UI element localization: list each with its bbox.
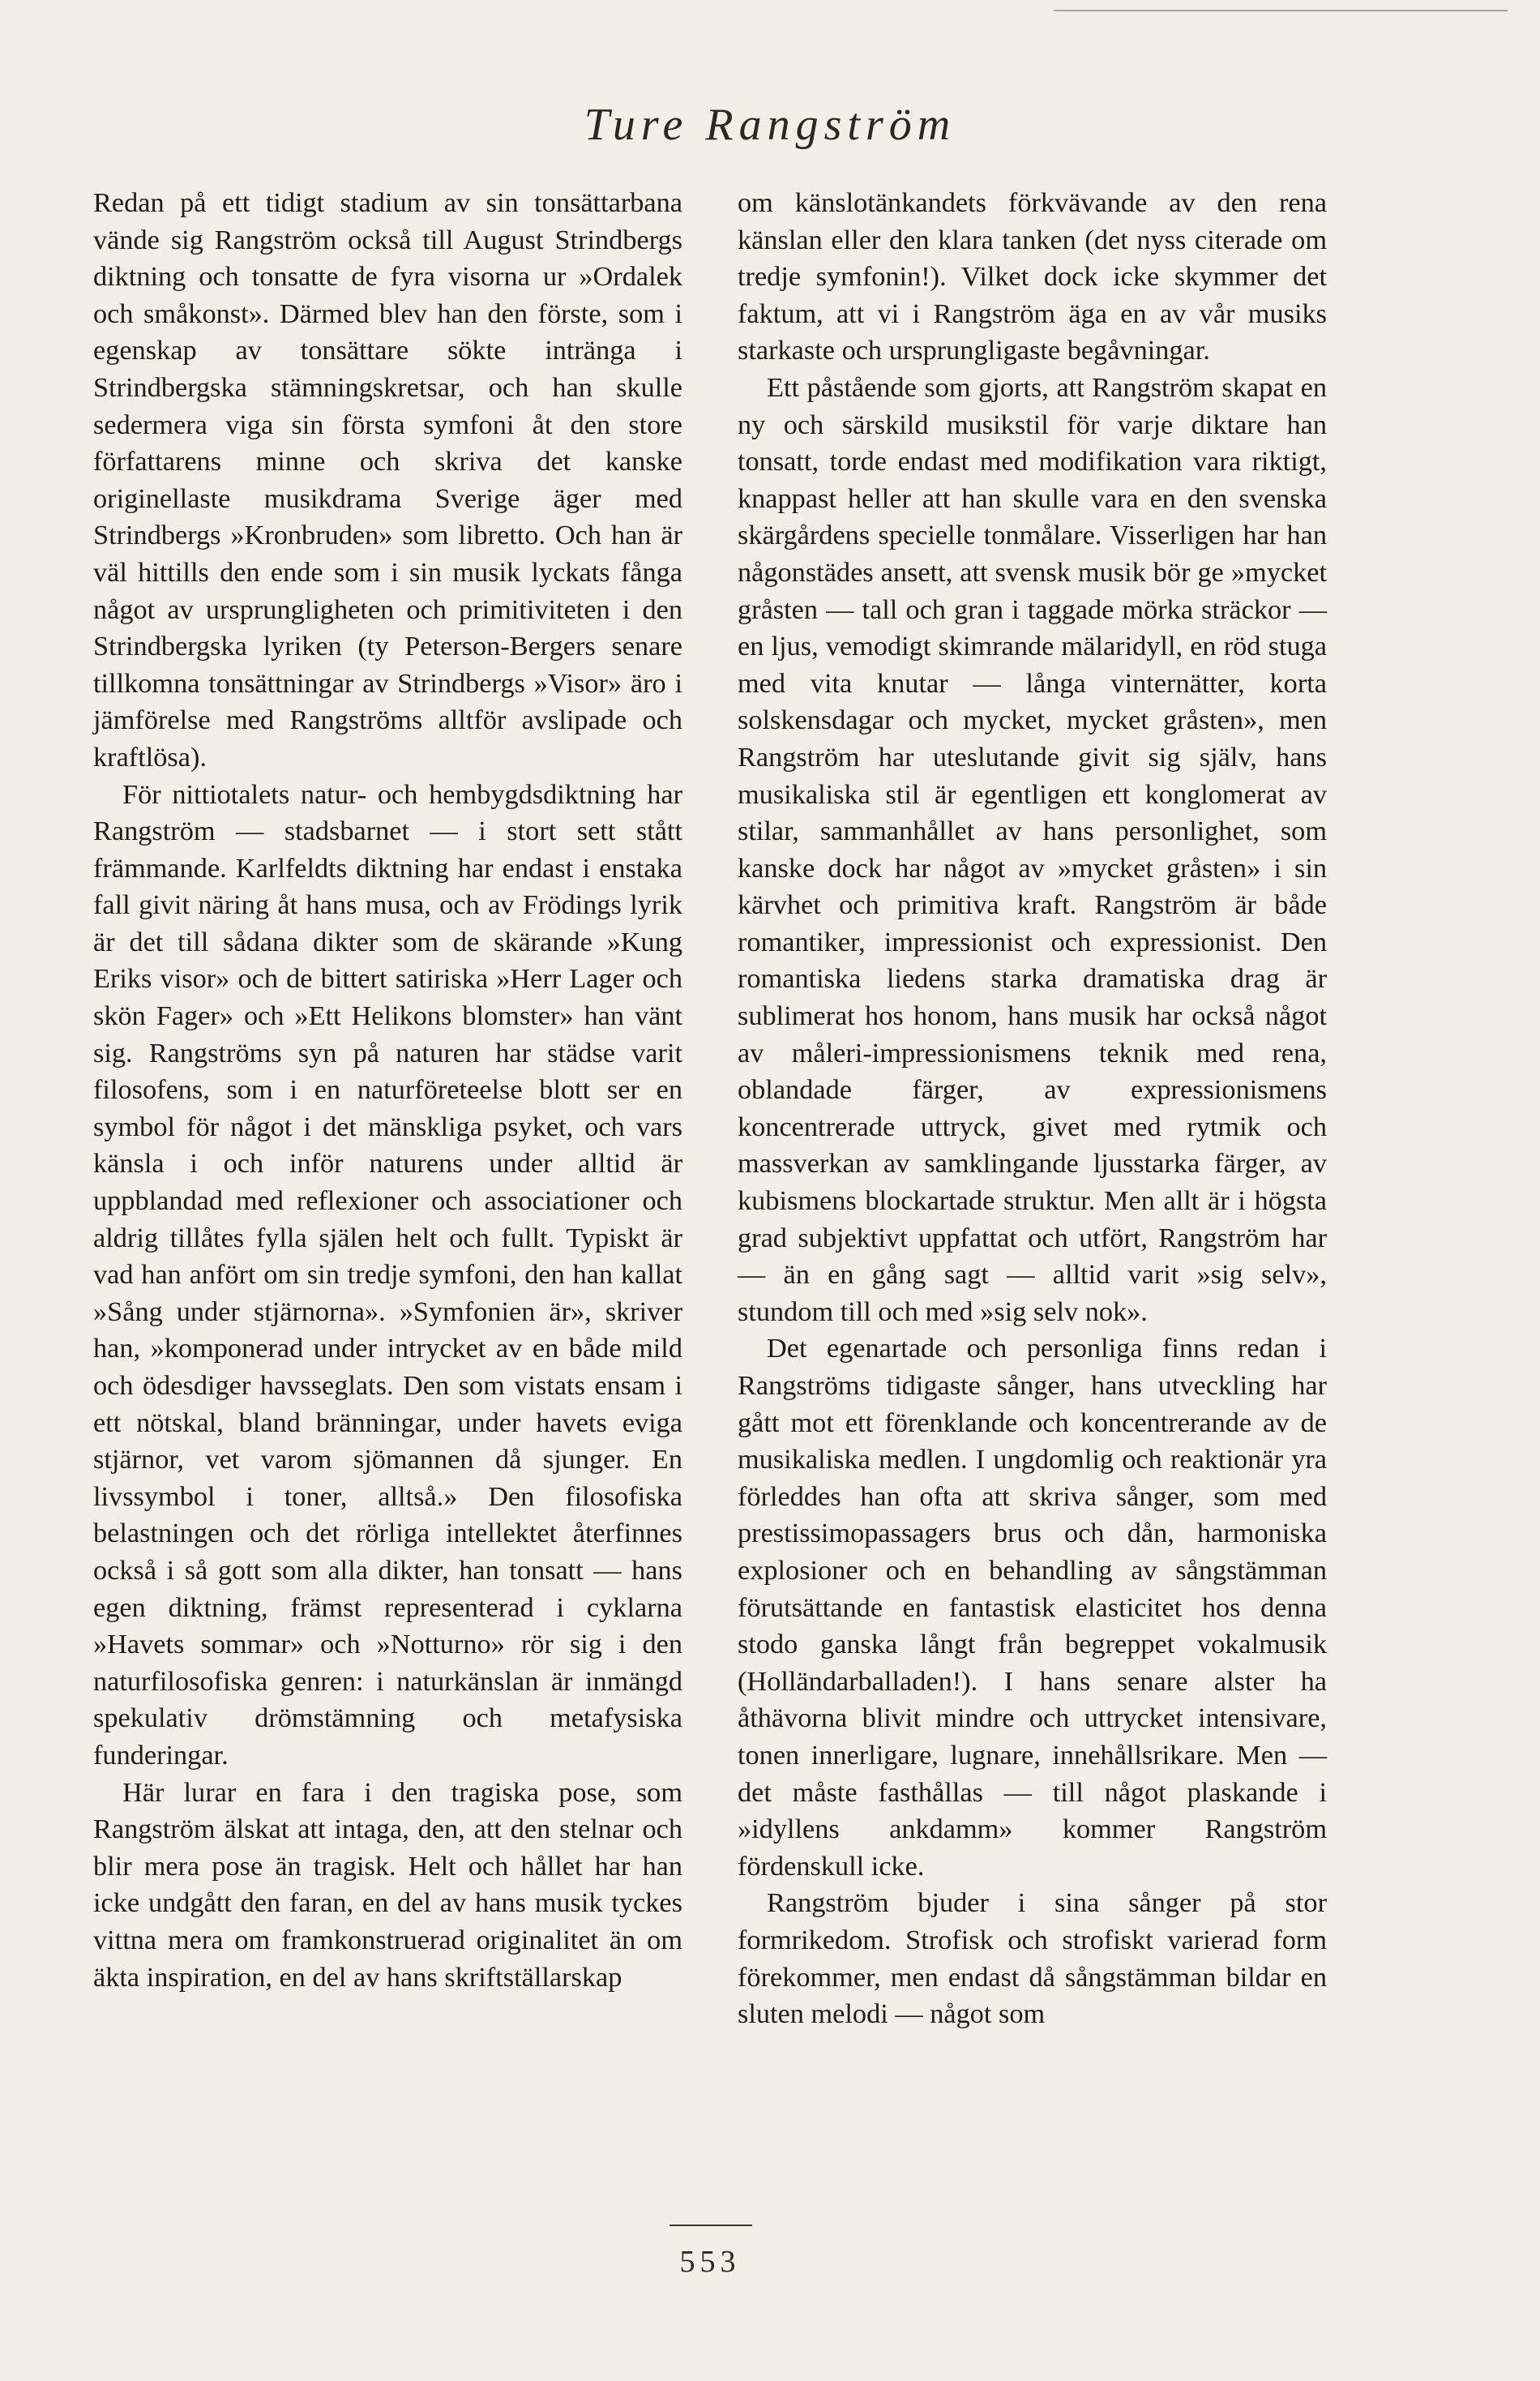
folio-rule — [669, 2225, 752, 2226]
paragraph-form-richness: Rangström bjuder i sina sånger på stor formrikedom. Strofisk och strofiskt varierad form förekommer, men endast då sångstämman bildar en sluten melodi — något som — [738, 1887, 1327, 2030]
right-column — [738, 185, 1327, 2033]
paragraph-musical-style: Ett påstående som gjorts, att Rangström skapat en ny och särskild musikstil för varje diktare han tonsatt, torde endast med modifikation vara riktigt, knappast heller att han skulle vara en den svenska skärgårdens specielle tonmålare. Visserligen har han någonstädes ansett, att svensk musik bör ge »mycket gråsten — tall och gran i taggade mörka sträckor — en ljus, vemodigt skimrande mälaridyll, en röd stuga med vita knutar — långa vinternätter, korta solskensdagar och mycket, mycket gråsten», men Rangström har uteslutande givit sig själv, hans musikaliska stil är egentligen ett konglomerat av stilar, sammanhållet av hans personlighet, som kanske dock har något av »mycket gråsten» i sin kärvhet och primitiva kraft. Rangström är både romantiker, impressionist och expressionist. Den romantiska liedens starka dramatiska drag är sublimerat hos honom, hans musik har också något av måleri-impressionismens teknik med rena, oblandade färger, av expressionismens koncentrerade uttryck, givet med rytmik och massverkan av samklingande ljusstarka färger, av kubismens blockartade struktur. Men allt är i högsta grad subjektivt uppfattat och utfört, Rangström har — än en gång sagt — alltid varit »sig selv», stundom till och med »sig selv nok». — [738, 371, 1327, 1327]
top-edge-rule — [1054, 10, 1508, 11]
running-head: Ture Rangström — [584, 100, 956, 150]
paragraph-continuation: om känslotänkandets förkvävande av den rena känslan eller den klara tanken (det nyss citerade om tredje symfonin!). Vilket dock icke skymmer det faktum, att vi i Rangström äga en av vår musiks starkaste och ursprungligaste begåvningar. — [738, 187, 1327, 366]
page-number: 553 — [679, 2245, 741, 2279]
paragraph-strindberg: Redan på ett tidigt stadium av sin tonsättarbana vände sig Rangström också till August Strindbergs diktning och tonsatte de fyra visorna ur »Ordalek och småkonst». Därmed blev han den förste, som i egenskap av tonsättare sökte intränga i Strindbergska stämningskretsar, och han skulle sedermera viga sin första symfoni åt den store författarens minne och skriva det kanske originellaste musikdrama Sverige äger med Strindbergs »Kronbruden» som libretto. Och han är väl hittills den ende som i sin musik lyckats fånga något av ursprungligheten och primitiviteten i den Strindbergska lyriken (ty Peterson-Bergers senare tillkomna tonsättningar av Strindbergs »Visor» äro i jämförelse med Rangströms alltför avslipade och kraftlösa). — [93, 187, 682, 773]
paragraph-tragic-pose: Här lurar en fara i den tragiska pose, som Rangström älskat att intaga, den, att den stelnar och blir mera pose än tragisk. Helt och hållet har han icke undgått den faran, en del av hans musik tyckes vittna mera om framkonstruerad originalitet än om äkta inspiration, en del av hans skriftställarskap — [93, 1776, 682, 1993]
paragraph-early-songs: Det egenartade och personliga finns redan i Rangströms tidigaste sånger, hans utveckling har gått mot ett förenklande och koncentrerande av de musikaliska medlen. I ungdomlig och reaktionär yra förleddes han ofta att skriva sånger, som med prestissimopassagers brus och dån, harmoniska explosioner och en behandling av sångstämman förutsättande en fantastisk elasticitet hos denna stodo ganska långt från begreppet vokalmusik (Holländarballaden!). I hans senare alster ha åthävorna blivit mindre och uttrycket intensivare, tonen innerligare, lugnare, innehållsrikare. Men — det måste fasthållas — till något plaskande i »idyllens ankdamm» kommer Rangström fördenskull icke. — [738, 1333, 1327, 1882]
paragraph-nature-poetry: För nittiotalets natur- och hembygdsdiktning har Rangström — stadsbarnet — i stort sett stått främmande. Karlfeldts diktning har endast i enstaka fall givit näring åt hans musa, och av Frödings lyrik är det till sådana dikter som de skärande »Kung Eriks visor» och de bittert satiriska »Herr Lager och skön Fager» och »Ett Helikons blomster» han vänt sig. Rangströms syn på naturen har städse varit filosofens, som i en naturföreteelse blott ser en symbol för något i det mänskliga psyket, och vars känsla i och inför naturens under alltid är uppblandad med reflexioner och associationer och aldrig tillåtes fylla själen helt och fullt. Typiskt är vad han anfört om sin tredje symfoni, den han kallat »Sång under stjärnorna». »Symfonien är», skriver han, »komponerad under intrycket av en både mild och ödesdiger havsseglats. Den som vistats ensam i ett nötskal, bland bränningar, under havets eviga stjärnor, vet varom sjömannen då sjunger. En livssymbol i toner, alltså.» Den filosofiska belastningen och det rörliga intellektet återfinnes också i så gott som alla dikter, han tonsatt — hans egen diktning, främst representerad i cyklarna »Havets sommar» och »Notturno» rör sig i den naturfilosofiska genren: i naturkänslan är inmängd spekulativ drömstämning och metafysiska funderingar. — [93, 778, 682, 1771]
left-column — [93, 185, 682, 1996]
